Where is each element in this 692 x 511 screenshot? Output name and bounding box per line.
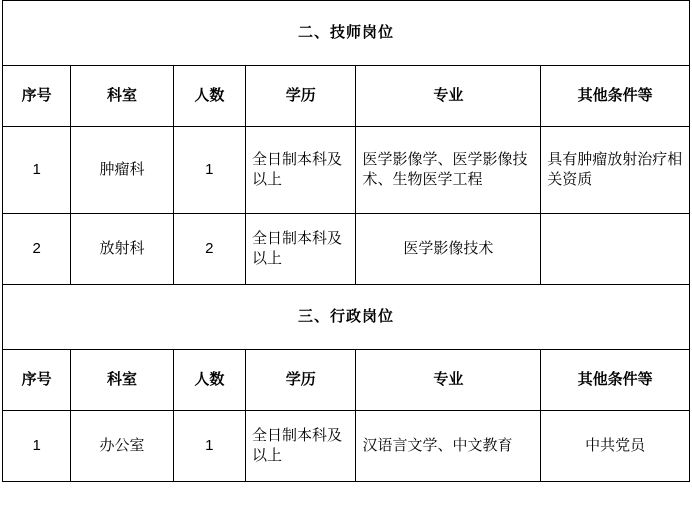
- cell-education: 全日制本科及以上: [246, 411, 356, 482]
- cell-no: 1: [3, 411, 71, 482]
- column-header-no: 序号: [3, 66, 71, 127]
- column-header-dept: 科室: [71, 350, 173, 411]
- cell-education: 全日制本科及以上: [246, 214, 356, 285]
- cell-major: 医学影像技术: [356, 214, 541, 285]
- cell-education: 全日制本科及以上: [246, 127, 356, 214]
- section-title-administrative: 三、行政岗位: [3, 285, 690, 350]
- column-header-major: 专业: [356, 350, 541, 411]
- column-header-education: 学历: [246, 66, 356, 127]
- table-row: [3, 127, 690, 214]
- cell-other: 具有肿瘤放射治疗相关资质: [541, 127, 690, 214]
- section-title-technician: 二、技师岗位: [3, 1, 690, 66]
- cell-other: 中共党员: [541, 411, 690, 482]
- column-header-no: 序号: [3, 350, 71, 411]
- table-header-row: [3, 66, 690, 127]
- column-header-major: 专业: [356, 66, 541, 127]
- cell-count: 1: [173, 127, 245, 214]
- section-title-row: [3, 1, 690, 66]
- cell-dept: 办公室: [71, 411, 173, 482]
- column-header-count: 人数: [173, 66, 245, 127]
- cell-major: 汉语言文学、中文教育: [356, 411, 541, 482]
- column-header-education: 学历: [246, 350, 356, 411]
- cell-other: [541, 214, 690, 285]
- table-row: [3, 214, 690, 285]
- section-title-row: [3, 285, 690, 350]
- cell-dept: 肿瘤科: [71, 127, 173, 214]
- column-header-other: 其他条件等: [541, 350, 690, 411]
- table-row: [3, 411, 690, 482]
- cell-major: 医学影像学、医学影像技术、生物医学工程: [356, 127, 541, 214]
- column-header-dept: 科室: [71, 66, 173, 127]
- table-header-row: [3, 350, 690, 411]
- column-header-other: 其他条件等: [541, 66, 690, 127]
- column-header-count: 人数: [173, 350, 245, 411]
- cell-count: 1: [173, 411, 245, 482]
- cell-count: 2: [173, 214, 245, 285]
- technician-position-table: [2, 0, 690, 482]
- cell-no: 2: [3, 214, 71, 285]
- cell-dept: 放射科: [71, 214, 173, 285]
- cell-no: 1: [3, 127, 71, 214]
